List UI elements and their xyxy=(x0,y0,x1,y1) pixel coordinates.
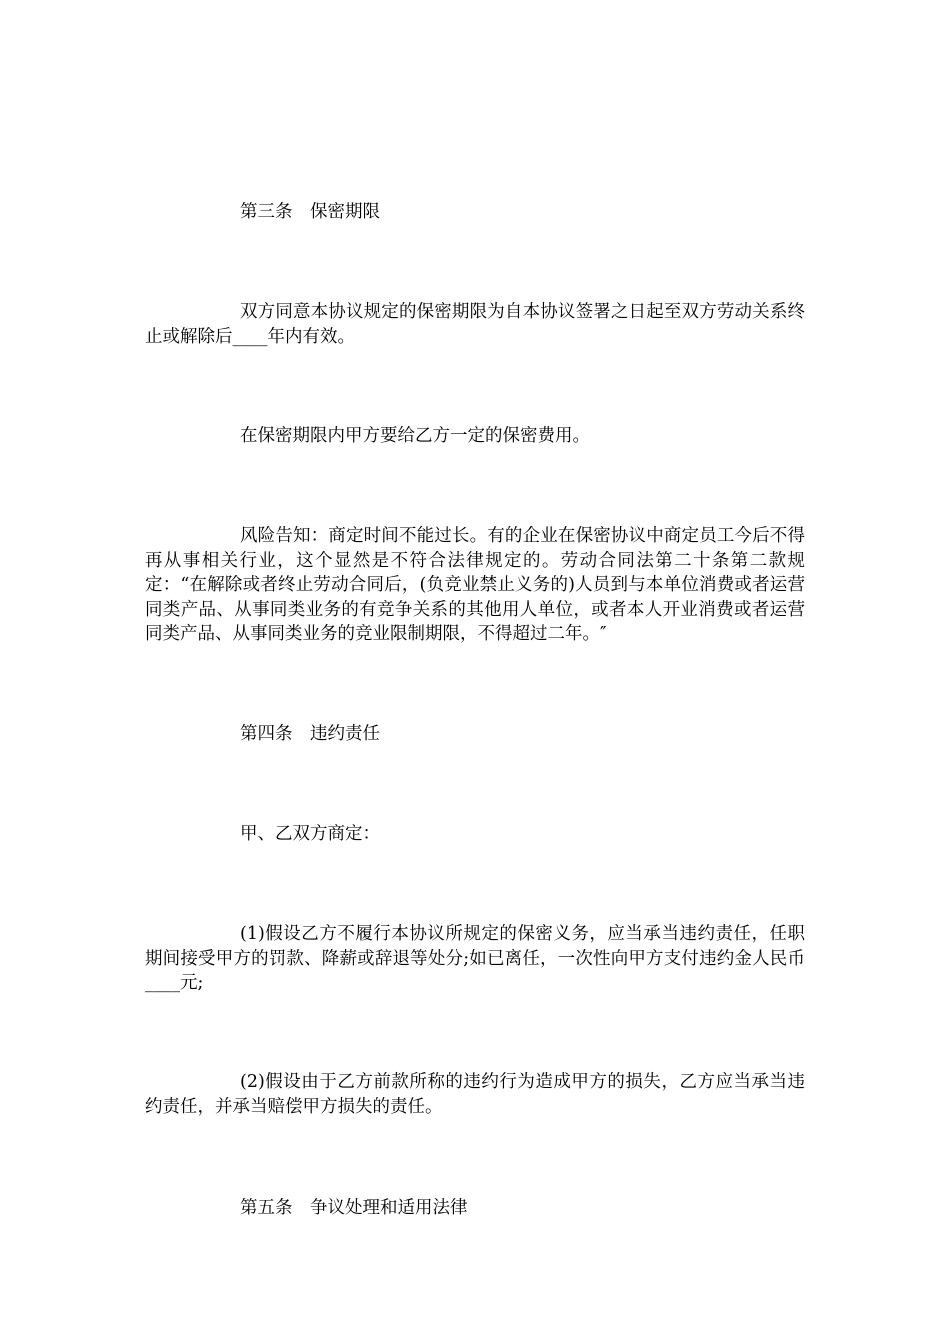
risk-notice-paragraph: 风险告知：商定时间不能过长。有的企业在保密协议中商定员工今后不得再从事相关行业，这个显然是不符合法律规定的。劳动合同法第二十条第二款规定：“在解除或者终止劳动合同后，(负竞业禁止义务的)人员到与本单位消费或者运营同类产品、从事同类业务的有竞争关系的其他用人单位，或者本人开业消费或者运营同类产品、从事同类业务的竞业限制期限，不得超过二年。″ xyxy=(145,526,805,644)
article-5-heading: 第五条 争议处理和适用法律 xyxy=(240,1198,468,1218)
parties-agreement-paragraph: 甲、乙双方商定： xyxy=(240,824,380,844)
breach-clause-1: (1)假设乙方不履行本协议所规定的保密义务，应当承当违约责任，任职期间接受甲方的罚款、降薪或辞退等处分;如已离任，一次性向甲方支付违约金人民币____元; xyxy=(145,924,805,993)
article-3-heading: 第三条 保密期限 xyxy=(240,202,380,222)
confidentiality-fee-paragraph: 在保密期限内甲方要给乙方一定的保密费用。 xyxy=(240,426,590,446)
article-4-heading: 第四条 违约责任 xyxy=(240,724,380,744)
confidentiality-period-paragraph: 双方同意本协议规定的保密期限为自本协议签署之日起至双方劳动关系终止或解除后____年内有效。 xyxy=(145,302,805,347)
breach-clause-2: (2)假设由于乙方前款所称的违约行为造成甲方的损失，乙方应当承当违约责任，并承当赔偿甲方损失的责任。 xyxy=(145,1072,805,1117)
